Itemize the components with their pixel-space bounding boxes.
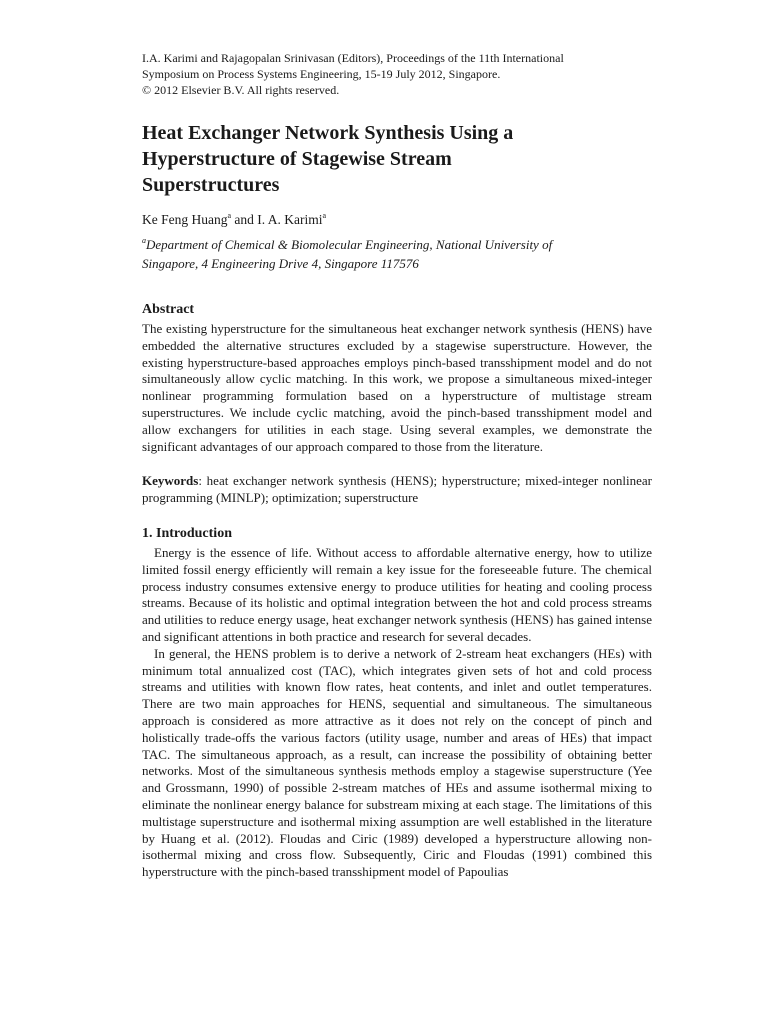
paper-title — [142, 120, 652, 198]
affiliation-line-1: Department of Chemical & Biomolecular Engineering, National University of — [146, 237, 553, 252]
author-separator: and — [231, 212, 258, 227]
title-line-3: Superstructures — [142, 174, 280, 196]
introduction-heading: 1. Introduction — [142, 525, 232, 541]
author-2-affiliation-mark: a — [322, 211, 327, 220]
proceedings-header — [142, 50, 652, 98]
intro-paragraph-1: Energy is the essence of life. Without access to affordable alternative energy, how to utilize limited fossil energy efficiently will remain a key issue for the foreseeable future. The chemical process industry consumes extensive energy to produce utilities for heating and cooling process streams. Because of its holistic and optimal integration between the hot and cold process streams and utilities to reduce energy usage, heat exchanger network synthesis (HENS) has gained intense and significant attentions in both practice and research for several decades. — [142, 544, 652, 644]
keywords — [142, 473, 652, 507]
affiliation-mark: a — [142, 236, 146, 245]
title-line-2: Hyperstructure of Stagewise Stream — [142, 148, 452, 170]
header-line-2: Symposium on Process Systems Engineering, 15-19 July 2012, Singapore. — [142, 67, 501, 81]
keywords-label: Keywords — [142, 473, 199, 489]
intro-paragraph-2: In general, the HENS problem is to derive a network of 2-stream heat exchangers (HEs) with minimum total annualized cost (TAC), which integrates given sets of hot and cold process streams and utilities with known flow rates, heat contents, and inlet and outlet temperatures. There are two main approaches for HENS, sequential and simultaneous. The simultaneous approach is considered as more attractive as it does not rely on the concept of pinch and holistically trade-offs the various factors (utility usage, number and areas of HEs) that impact TAC. The simultaneous approach, as a result, can increase the possibility of obtaining better networks. Most of the simultaneous synthesis methods employ a stagewise superstructure (Yee and Grossmann, 1990) of possible 2-stream matches of HEs and assume isothermal mixing to eliminate the nonlinear energy balance for substream mixing at each stage. The limitations of this multistage superstructure and isothermal mixing assumption are well established in the literature by Huang et al. (2012). Floudas and Ciric (1989) developed a hyperstructure allowing non-isothermal mixing and cross flow. Subsequently, Ciric and Floudas (1991) combined this hyperstructure with the pinch-based transshipment model of Papoulias — [142, 645, 652, 880]
paper-page — [142, 50, 652, 881]
affiliation-line-2: Singapore, 4 Engineering Drive 4, Singapore 117576 — [142, 256, 419, 271]
author-2: I. A. Karimi — [257, 212, 323, 227]
affiliation — [142, 235, 652, 273]
header-line-3: © 2012 Elsevier B.V. All rights reserved. — [142, 83, 340, 97]
author-1-affiliation-mark: a — [227, 211, 232, 220]
header-line-1: I.A. Karimi and Rajagopalan Srinivasan (Editors), Proceedings of the 11th International — [142, 51, 564, 65]
title-line-1: Heat Exchanger Network Synthesis Using a — [142, 122, 514, 144]
keywords-text: : heat exchanger network synthesis (HENS); hyperstructure; mixed-integer nonlinear programming (MINLP); optimization; superstructure — [142, 473, 652, 506]
author-1: Ke Feng Huang — [142, 212, 228, 227]
abstract-text: The existing hyperstructure for the simultaneous heat exchanger network synthesis (HENS) have embedded the alternative structures excluded by a stagewise superstructure. However, the existing hyperstructure-based approaches employs pinch-based transshipment model and do not simultaneously allow cyclic matching. In this work, we propose a simultaneous mixed-integer nonlinear programming formulation based on a hyperstructure of multistage stream superstructures. We include cyclic matching, avoid the pinch-based transshipment model and allow exchangers for utilities in each stage. Using several examples, we demonstrate the significant advantages of our approach compared to those from the literature. — [142, 321, 652, 454]
author-list — [142, 211, 652, 229]
abstract-heading: Abstract — [142, 302, 195, 317]
